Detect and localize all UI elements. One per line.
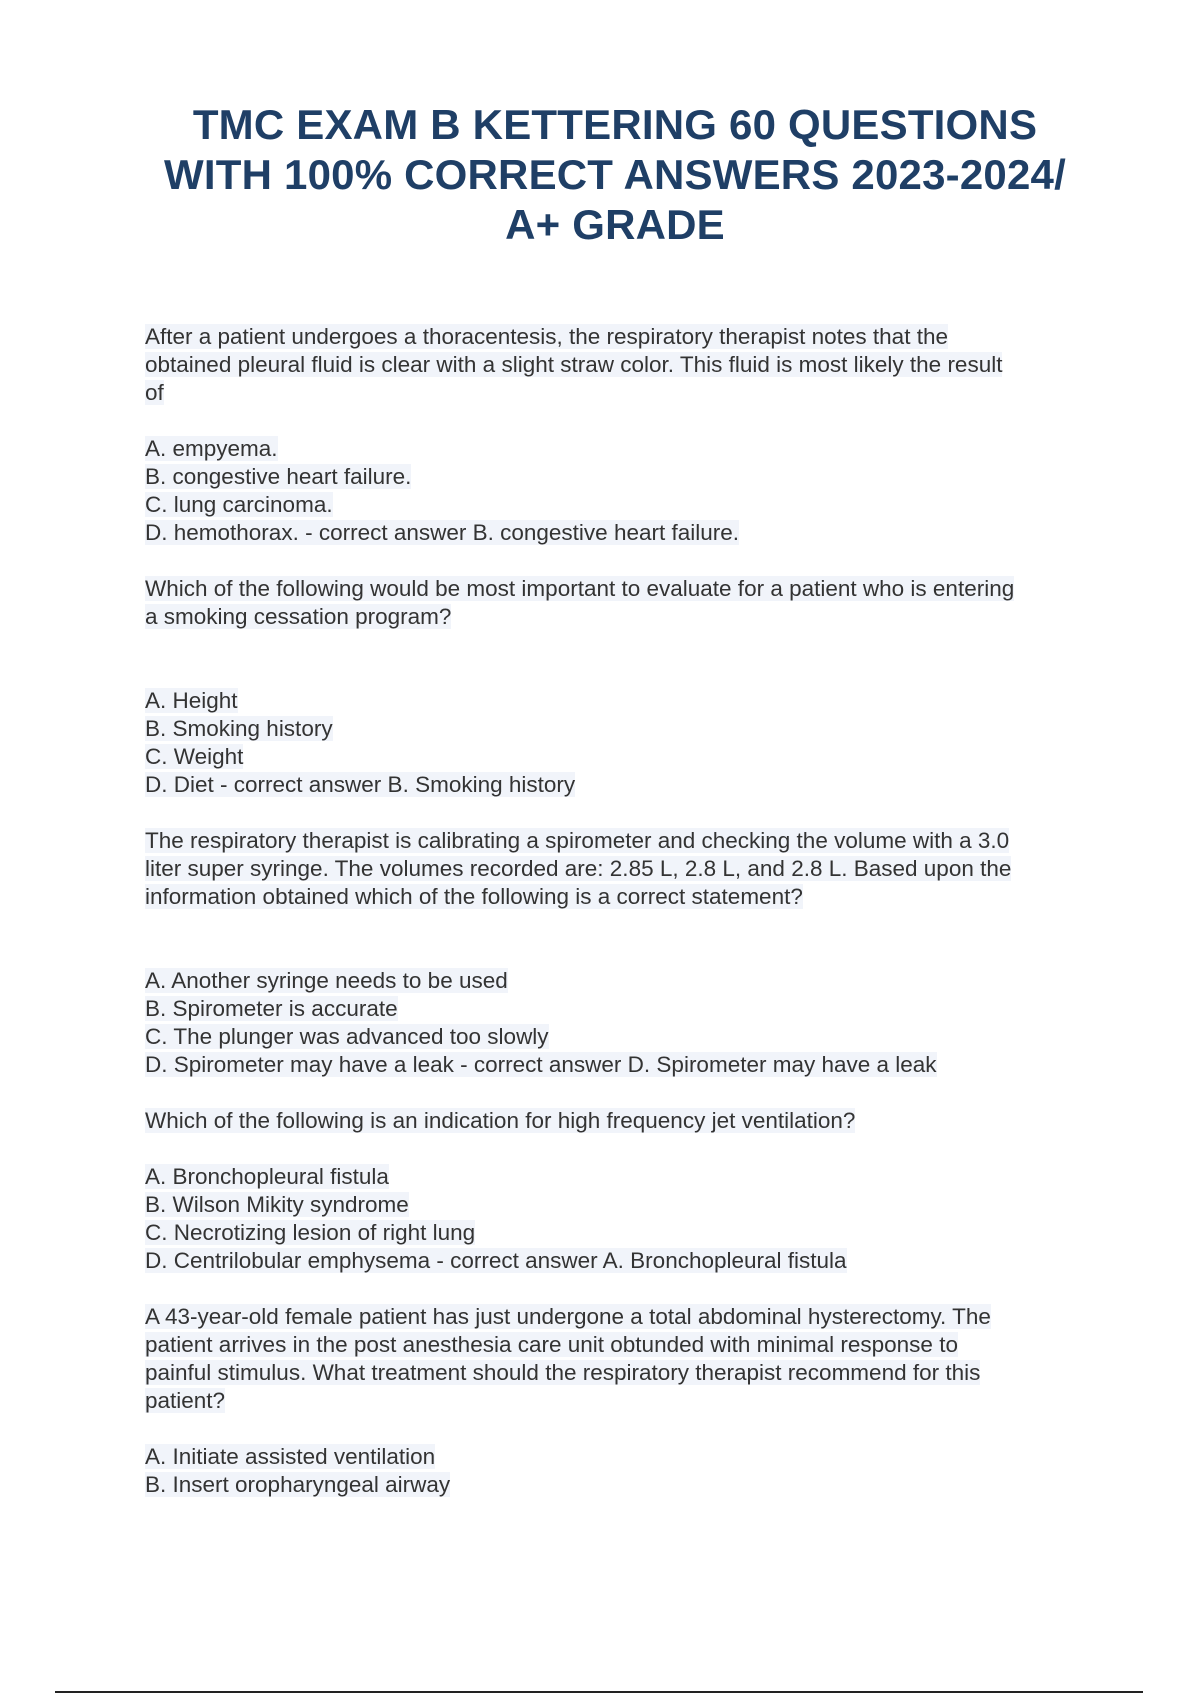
- question-block: [145, 1107, 1090, 1275]
- answer-option: A. empyema.: [145, 436, 278, 461]
- answer-option-with-correct-answer: D. hemothorax. - correct answer B. congestive heart failure.: [145, 520, 740, 545]
- answer-option: B. Spirometer is accurate: [145, 996, 398, 1021]
- question-line: liter super syringe. The volumes recorded are: 2.85 L, 2.8 L, and 2.8 L. Based upon the: [145, 856, 1012, 881]
- title-line: TMC EXAM B KETTERING 60 QUESTIONS: [192, 101, 1038, 149]
- title-line: WITH 100% CORRECT ANSWERS 2023-2024/: [164, 151, 1066, 199]
- answer-option: C. Necrotizing lesion of right lung: [145, 1220, 476, 1245]
- question-line: patient?: [145, 1388, 226, 1413]
- question-line: After a patient undergoes a thoracentesis, the respiratory therapist notes that the: [145, 324, 948, 349]
- question-line: Which of the following is an indication for high frequency jet ventilation?: [145, 1108, 856, 1133]
- answer-option: C. Weight: [145, 744, 244, 769]
- question-line: A 43-year-old female patient has just undergone a total abdominal hysterectomy. The: [145, 1304, 991, 1329]
- question-text: [145, 1107, 1090, 1135]
- document-body: [145, 323, 1090, 1499]
- answer-options: [145, 1443, 1090, 1499]
- question-line: painful stimulus. What treatment should the respiratory therapist recommend for this: [145, 1360, 981, 1385]
- question-line: obtained pleural fluid is clear with a slight straw color. This fluid is most likely the result: [145, 352, 1003, 377]
- question-line: of: [145, 380, 164, 405]
- answer-option: C. lung carcinoma.: [145, 492, 333, 517]
- question-text: [145, 827, 1090, 911]
- question-line: information obtained which of the following is a correct statement?: [145, 884, 803, 909]
- answer-options: [145, 967, 1090, 1079]
- question-line: patient arrives in the post anesthesia care unit obtunded with minimal response to: [145, 1332, 958, 1357]
- answer-options: [145, 687, 1090, 799]
- question-text: [145, 1303, 1090, 1415]
- answer-option-with-correct-answer: D. Spirometer may have a leak - correct answer D. Spirometer may have a leak: [145, 1052, 937, 1077]
- answer-option-with-correct-answer: D. Centrilobular emphysema - correct answer A. Bronchopleural fistula: [145, 1248, 847, 1273]
- answer-option: B. Insert oropharyngeal airway: [145, 1472, 451, 1497]
- question-text: [145, 323, 1090, 407]
- question-line: Which of the following would be most important to evaluate for a patient who is entering: [145, 576, 1015, 601]
- question-block: [145, 827, 1090, 1079]
- question-block: [145, 323, 1090, 547]
- footer-divider: [55, 1691, 1143, 1693]
- answer-option: B. Smoking history: [145, 716, 333, 741]
- answer-option-with-correct-answer: D. Diet - correct answer B. Smoking history: [145, 772, 576, 797]
- answer-option: A. Initiate assisted ventilation: [145, 1444, 436, 1469]
- answer-option: C. The plunger was advanced too slowly: [145, 1024, 549, 1049]
- question-line: The respiratory therapist is calibrating a spirometer and checking the volume with a 3.0: [145, 828, 1010, 853]
- question-block: [145, 1303, 1090, 1499]
- document-title: [100, 100, 1130, 250]
- answer-option: B. Wilson Mikity syndrome: [145, 1192, 409, 1217]
- answer-option: A. Height: [145, 688, 238, 713]
- title-line: A+ GRADE: [505, 201, 725, 249]
- question-text: [145, 575, 1090, 631]
- answer-option: B. congestive heart failure.: [145, 464, 412, 489]
- question-line: a smoking cessation program?: [145, 604, 452, 629]
- answer-options: [145, 1163, 1090, 1275]
- answer-option: A. Bronchopleural fistula: [145, 1164, 389, 1189]
- question-block: [145, 575, 1090, 799]
- answer-options: [145, 435, 1090, 547]
- answer-option: A. Another syringe needs to be used: [145, 968, 508, 993]
